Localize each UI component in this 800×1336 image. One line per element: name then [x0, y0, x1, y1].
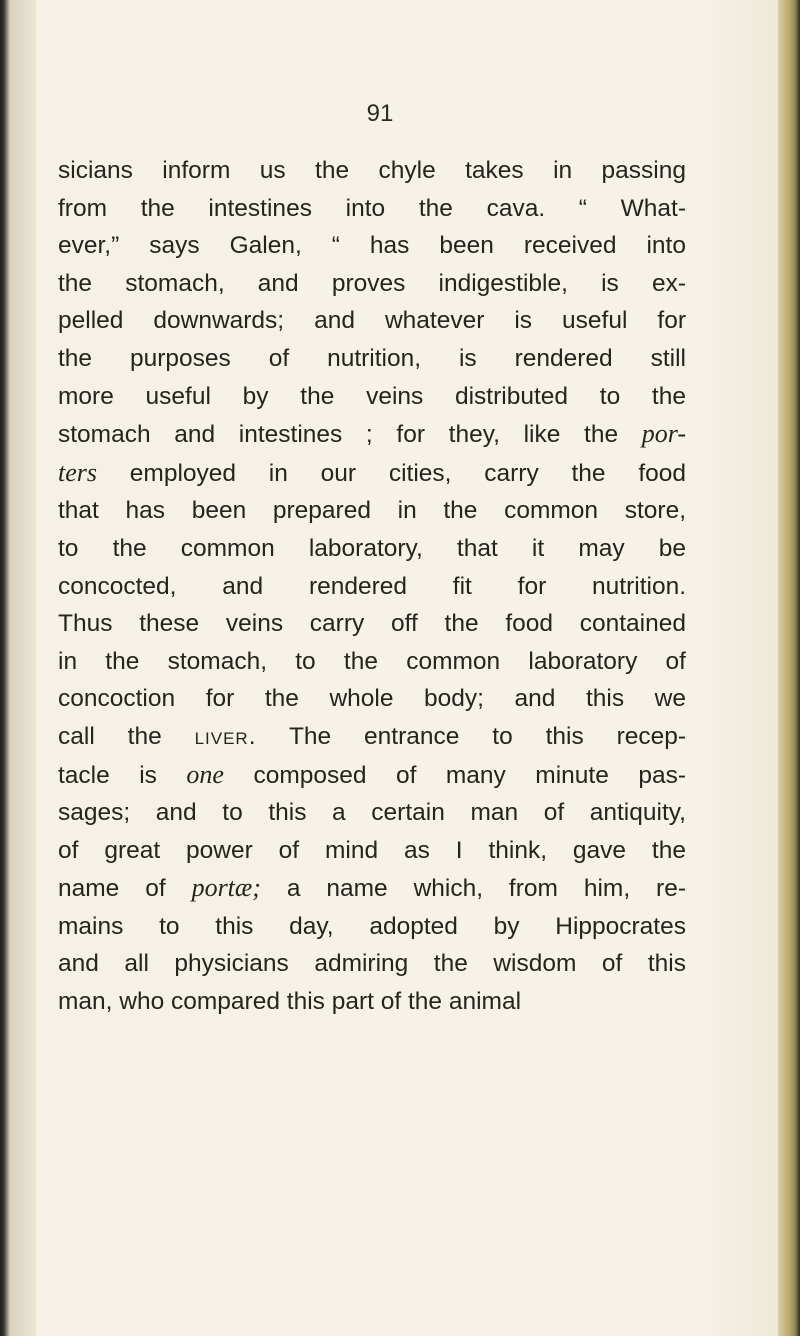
text-line [58, 869, 686, 908]
text-line [58, 227, 686, 265]
text-line [58, 530, 686, 568]
text-line [58, 265, 686, 303]
text-segment: man, who compared this part of the animal [58, 988, 522, 1016]
text-segment: of great power of mind as I think, gave the [58, 836, 686, 864]
text-segment: Thus these veins carry off the food contained [58, 610, 686, 638]
text-segment: a name which, from him, re- [260, 875, 686, 903]
page-edge-stain [778, 0, 800, 1336]
italic-text: ters [58, 457, 97, 487]
italic-text: one [186, 759, 224, 789]
text-segment: the purposes of nutrition, is rendered still [58, 344, 686, 372]
text-line [58, 718, 686, 756]
text-line [58, 190, 686, 228]
text-line [58, 152, 686, 190]
text-line [58, 340, 686, 378]
text-line [58, 945, 686, 983]
text-segment: pelled downwards; and whatever is useful for [58, 307, 686, 335]
text-segment: ever,” says Galen, “ has been received into [58, 232, 686, 260]
text-segment: concocted, and rendered fit for nutrition. [58, 572, 686, 600]
text-segment: composed of many minute pas- [223, 761, 686, 789]
text-line [58, 680, 686, 718]
text-segment: more useful by the veins distributed to the [58, 382, 686, 410]
text-segment: the stomach, and proves indigestible, is ex- [58, 269, 686, 297]
text-line [58, 908, 686, 946]
text-segment: and all physicians admiring the wisdom of this [58, 950, 686, 978]
text-line [58, 605, 686, 643]
text-line [58, 756, 686, 795]
text-segment: in the stomach, to the common laboratory of [58, 647, 686, 675]
page-number: 91 [366, 100, 394, 127]
text-line [58, 983, 686, 1021]
page-gutter-shadow [0, 0, 36, 1336]
text-line [58, 568, 686, 606]
small-caps-text: liver. [194, 722, 257, 750]
italic-text: por- [641, 419, 686, 449]
italic-text: portæ; [191, 873, 261, 903]
text-segment: The entrance to this recep- [256, 722, 687, 750]
text-segment: from the intestines into the cava. “ What- [58, 194, 686, 222]
text-segment: concoction for the whole body; and this we [58, 685, 686, 713]
body-text [58, 152, 686, 1021]
text-segment: call the [58, 722, 195, 750]
text-segment: to the common laboratory, that it may be [58, 534, 686, 562]
text-segment: stomach and intestines ; for they, like the [58, 421, 642, 449]
text-line [58, 794, 686, 832]
text-segment: that has been prepared in the common store, [58, 497, 686, 525]
text-line [58, 492, 686, 530]
text-line [58, 454, 686, 493]
text-segment: sicians inform us the chyle takes in passing [58, 157, 686, 184]
text-segment: tacle is [58, 761, 187, 789]
text-line [58, 302, 686, 340]
text-line [58, 415, 686, 454]
text-line [58, 643, 686, 681]
text-segment: employed in our cities, carry the food [97, 459, 686, 487]
text-segment: name of [58, 875, 192, 903]
text-line [58, 832, 686, 870]
text-segment: sages; and to this a certain man of antiquity, [58, 799, 686, 827]
text-segment: mains to this day, adopted by Hippocrates [58, 912, 686, 940]
text-line [58, 378, 686, 416]
